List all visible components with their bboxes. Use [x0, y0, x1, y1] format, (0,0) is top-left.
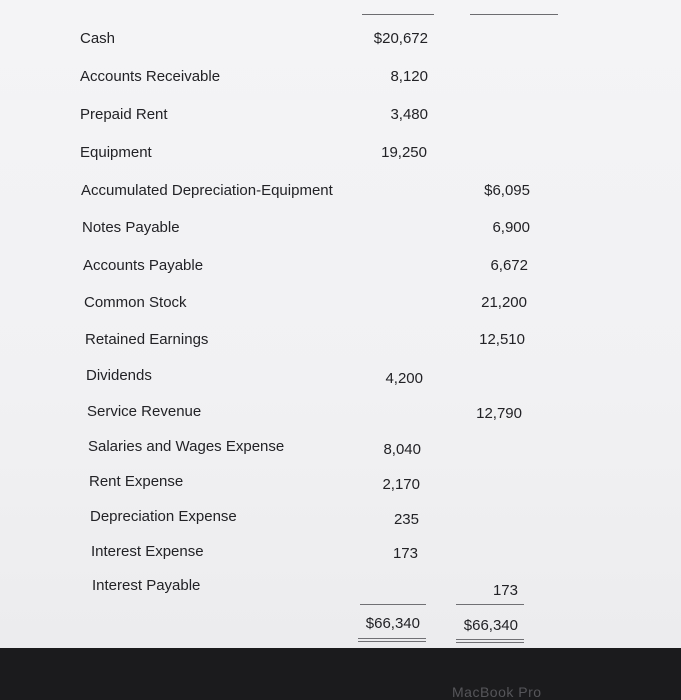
credit-total-rule	[456, 604, 524, 605]
account-row	[0, 68, 681, 92]
debit-amount: $20,672	[373, 30, 428, 47]
account-name: Depreciation Expense	[90, 508, 237, 525]
debit-amount: 8,040	[383, 441, 421, 458]
account-name: Cash	[80, 30, 116, 47]
account-name: Interest Payable	[92, 577, 201, 594]
account-row	[0, 144, 681, 168]
account-row	[0, 219, 681, 243]
debit-amount: 2,170	[382, 476, 420, 493]
debit-double-underline	[358, 638, 426, 639]
debit-top-rule	[362, 14, 434, 15]
credit-amount: $6,095	[484, 182, 530, 199]
account-row	[0, 438, 681, 462]
credit-amount: 21,200	[481, 294, 527, 311]
account-name: Accounts Receivable	[80, 68, 221, 85]
account-row	[0, 294, 681, 318]
credit-amount: 12,790	[476, 405, 522, 422]
account-name: Dividends	[86, 367, 152, 384]
account-name: Notes Payable	[82, 219, 180, 236]
account-row	[0, 257, 681, 281]
device-bezel-label: MacBook Pro	[452, 684, 542, 700]
account-name: Common Stock	[84, 294, 187, 311]
debit-amount: 173	[392, 545, 418, 562]
debit-amount: 235	[393, 511, 419, 528]
credit-amount: 173	[492, 582, 518, 599]
account-name: Interest Expense	[91, 543, 204, 560]
account-name: Rent Expense	[89, 473, 184, 490]
account-row	[0, 331, 681, 355]
account-row	[0, 543, 681, 567]
account-name: Salaries and Wages Expense	[88, 438, 285, 455]
account-row	[0, 367, 681, 391]
credit-double-underline	[456, 639, 524, 640]
debit-total-rule	[360, 604, 426, 605]
account-name: Service Revenue	[87, 403, 202, 420]
account-row	[0, 403, 681, 427]
account-row	[0, 508, 681, 532]
credit-amount: 12,510	[479, 331, 525, 348]
credit-amount: 6,672	[490, 257, 528, 274]
account-name: Equipment	[80, 144, 152, 161]
account-row	[0, 182, 681, 206]
account-row	[0, 30, 681, 54]
credit-amount: 6,900	[492, 219, 530, 236]
credit-total: $66,340	[463, 617, 518, 634]
account-name: Prepaid Rent	[80, 106, 168, 123]
debit-amount: 3,480	[390, 106, 428, 123]
credit-top-rule	[470, 14, 558, 15]
debit-double-underline-2	[358, 641, 426, 642]
debit-amount: 19,250	[381, 144, 427, 161]
debit-amount: 8,120	[390, 68, 428, 85]
account-name: Retained Earnings	[85, 331, 209, 348]
credit-double-underline-2	[456, 642, 524, 643]
account-row	[0, 577, 681, 601]
debit-total: $66,340	[365, 615, 420, 632]
account-row	[0, 106, 681, 130]
account-name: Accumulated Depreciation-Equipment	[81, 182, 333, 199]
account-row	[0, 473, 681, 497]
debit-amount: 4,200	[385, 370, 423, 387]
account-name: Accounts Payable	[83, 257, 204, 274]
